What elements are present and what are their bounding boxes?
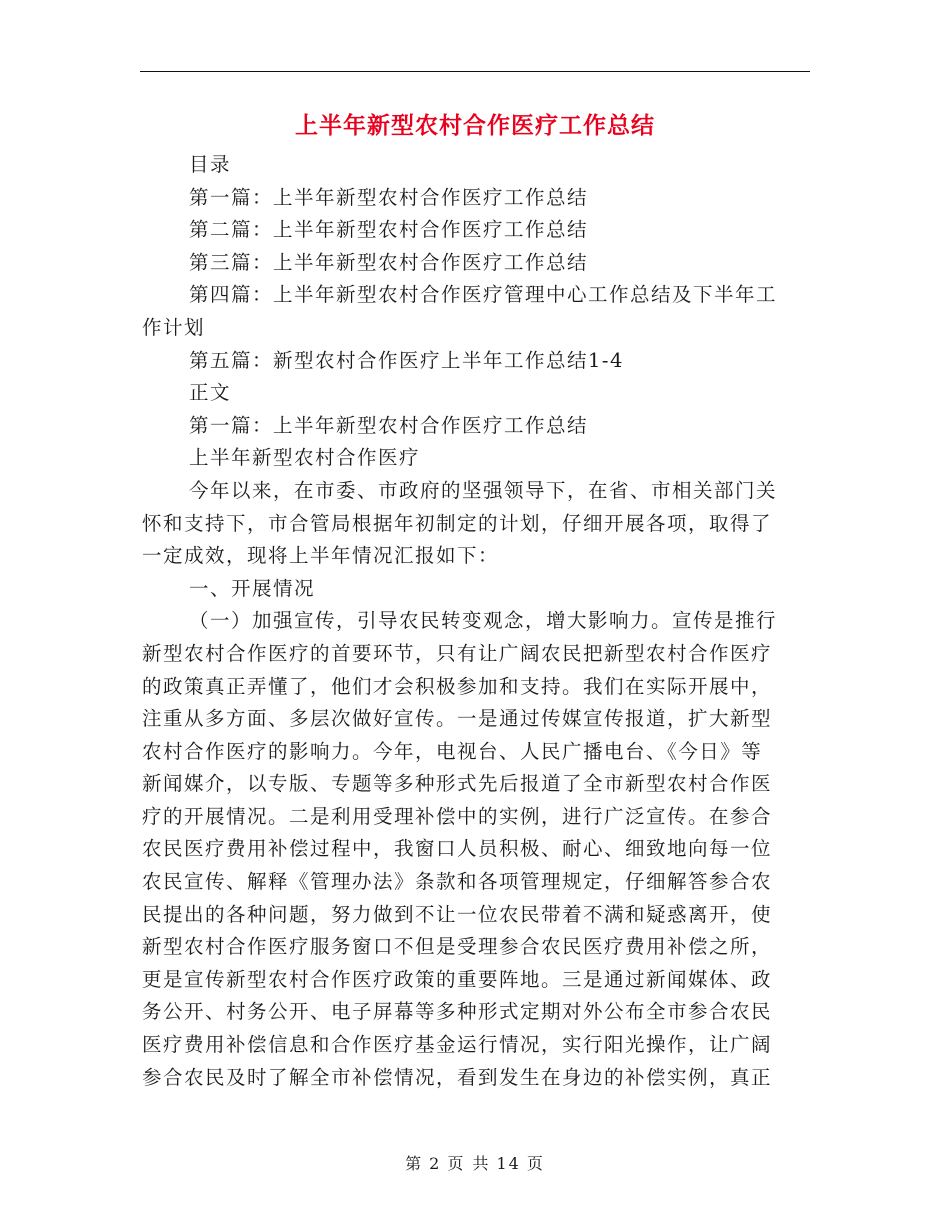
text-line: 新型农村合作医疗的首要环节，只有让广阔农民把新型农村合作医疗 [142,641,773,665]
text-line: 第五篇：新型农村合作医疗上半年工作总结1-4 [189,348,624,372]
text-line: 一定成效，现将上半年情况汇报如下： [142,544,500,568]
text-line: 新闻媒介，以专版、专题等多种形式先后报道了全市新型农村合作医 [142,772,773,796]
text-line: 农民宣传、解释《管理办法》条款和各项管理规定，仔细解答参合农 [142,870,773,894]
text-line: 更是宣传新型农村合作医疗政策的重要阵地。三是通过新闻媒体、政 [142,967,773,991]
text-line: 疗的开展情况。二是利用受理补偿中的实例，进行广泛宣传。在参合 [142,804,773,828]
text-line: 一、开展情况 [189,576,316,600]
text-line: 务公开、村务公开、电子屏幕等多种形式定期对外公布全市参合农民 [142,1000,773,1024]
header-rule [140,71,810,72]
text-line: 今年以来，在市委、市政府的坚强领导下，在省、市相关部门关 [189,478,778,502]
text-line: 第二篇：上半年新型农村合作医疗工作总结 [189,218,589,242]
text-line: 上半年新型农村合作医疗 [189,446,421,470]
text-line: 正文 [189,381,232,405]
footer-suffix: 页 [526,1154,545,1173]
page-footer [0,1151,950,1174]
text-line: 注重从多方面、多层次做好宣传。一是通过传媒宣传报道，扩大新型 [142,707,773,731]
text-line: 第四篇：上半年新型农村合作医疗管理中心工作总结及下半年工 [189,283,778,307]
text-line: 第一篇：上半年新型农村合作医疗工作总结 [189,413,589,437]
text-line: 医疗费用补偿信息和合作医疗基金运行情况，实行阳光操作，让广阔 [142,1033,773,1057]
text-line: 作计划 [142,315,206,339]
text-line: 第一篇：上半年新型农村合作医疗工作总结 [189,185,589,209]
text-line: 新型农村合作医疗服务窗口不但是受理参合农民医疗费用补偿之所， [142,935,773,959]
document-body [142,149,797,1094]
text-line: 农民医疗费用补偿过程中，我窗口人员积极、耐心、细致地向每一位 [142,837,773,861]
footer-total-pages: 14 [496,1154,521,1173]
text-line: 民提出的各种问题，努力做到不让一位农民带着不满和疑惑离开，使 [142,902,773,926]
footer-prefix: 第 [405,1154,424,1173]
text-line: 的政策真正弄懂了，他们才会积极参加和支持。我们在实际开展中， [142,674,773,698]
footer-page-number: 2 [429,1154,442,1173]
text-line: 参合农民及时了解全市补偿情况，看到发生在身边的补偿实例，真正 [142,1065,773,1089]
text-line: 怀和支持下，市合管局根据年初制定的计划，仔细开展各项，取得了 [142,511,773,535]
document-title: 上半年新型农村合作医疗工作总结 [295,113,655,139]
footer-middle: 页 共 [447,1154,491,1173]
text-line: （一）加强宣传，引导农民转变观念，增大影响力。宣传是推行 [189,609,778,633]
text-line: 第三篇：上半年新型农村合作医疗工作总结 [189,250,589,274]
text-line: 农村合作医疗的影响力。今年，电视台、人民广播电台、《今日》等 [142,739,763,763]
text-line: 目录 [189,153,232,176]
